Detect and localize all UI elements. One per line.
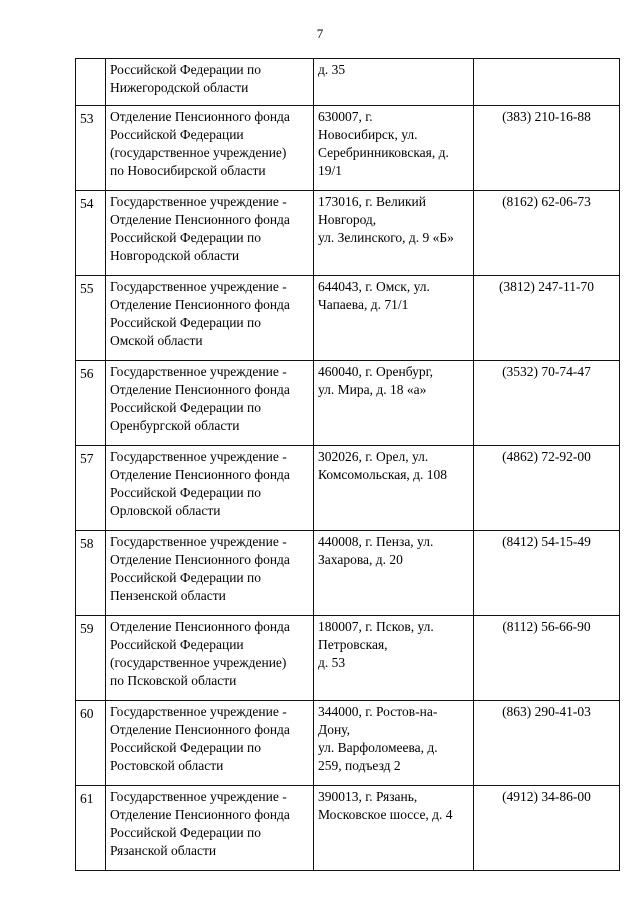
page-number: 7 <box>316 26 324 41</box>
office-name: Российской Федерации по Нижегородской области <box>106 59 314 106</box>
row-number: 55 <box>76 276 106 361</box>
table-row <box>76 106 620 191</box>
table-row <box>76 59 620 106</box>
office-name: Государственное учреждение - Отделение Пенсионного фонда Российской Федерации по Рязанской области <box>106 786 314 871</box>
office-address: 644043, г. Омск, ул. Чапаева, д. 71/1 <box>314 276 474 361</box>
row-number: 60 <box>76 701 106 786</box>
office-phone <box>474 59 620 106</box>
office-phone: (3532) 70-74-47 <box>474 361 620 446</box>
table-row <box>76 276 620 361</box>
table-row <box>76 446 620 531</box>
row-number: 58 <box>76 531 106 616</box>
office-address: 173016, г. Великий Новгород, ул. Зелинского, д. 9 «Б» <box>314 191 474 276</box>
office-address: 390013, г. Рязань, Московское шоссе, д. 4 <box>314 786 474 871</box>
office-phone: (4912) 34-86-00 <box>474 786 620 871</box>
office-name: Отделение Пенсионного фонда Российской Федерации (государственное учреждение) по Псковской области <box>106 616 314 701</box>
office-address: 180007, г. Псков, ул. Петровская, д. 53 <box>314 616 474 701</box>
table-row <box>76 616 620 701</box>
office-phone: (8412) 54-15-49 <box>474 531 620 616</box>
office-address: 344000, г. Ростов-на- Дону, ул. Варфоломеева, д. 259, подъезд 2 <box>314 701 474 786</box>
office-name: Государственное учреждение - Отделение Пенсионного фонда Российской Федерации по Пензенской области <box>106 531 314 616</box>
office-name: Государственное учреждение - Отделение Пенсионного фонда Российской Федерации по Омской области <box>106 276 314 361</box>
office-phone: (3812) 247-11-70 <box>474 276 620 361</box>
office-address: д. 35 <box>314 59 474 106</box>
office-address: 302026, г. Орел, ул. Комсомольская, д. 108 <box>314 446 474 531</box>
row-number: 59 <box>76 616 106 701</box>
office-phone: (4862) 72-92-00 <box>474 446 620 531</box>
table-row <box>76 531 620 616</box>
table-row <box>76 191 620 276</box>
office-name: Государственное учреждение - Отделение Пенсионного фонда Российской Федерации по Ростовской области <box>106 701 314 786</box>
office-phone: (8162) 62-06-73 <box>474 191 620 276</box>
office-phone: (383) 210-16-88 <box>474 106 620 191</box>
pension-fund-offices-table <box>75 58 620 871</box>
office-name: Государственное учреждение - Отделение Пенсионного фонда Российской Федерации по Орловской области <box>106 446 314 531</box>
table-row <box>76 786 620 871</box>
table-row <box>76 701 620 786</box>
row-number: 53 <box>76 106 106 191</box>
row-number: 61 <box>76 786 106 871</box>
office-name: Отделение Пенсионного фонда Российской Федерации (государственное учреждение) по Новосибирской области <box>106 106 314 191</box>
row-number: 57 <box>76 446 106 531</box>
row-number: 54 <box>76 191 106 276</box>
table-row <box>76 361 620 446</box>
row-number <box>76 59 106 106</box>
office-phone: (8112) 56-66-90 <box>474 616 620 701</box>
office-address: 630007, г. Новосибирск, ул. Серебринниковская, д. 19/1 <box>314 106 474 191</box>
office-address: 460040, г. Оренбург, ул. Мира, д. 18 «а» <box>314 361 474 446</box>
office-phone: (863) 290-41-03 <box>474 701 620 786</box>
office-name: Государственное учреждение - Отделение Пенсионного фонда Российской Федерации по Оренбургской области <box>106 361 314 446</box>
office-address: 440008, г. Пенза, ул. Захарова, д. 20 <box>314 531 474 616</box>
office-name: Государственное учреждение - Отделение Пенсионного фонда Российской Федерации по Новгородской области <box>106 191 314 276</box>
row-number: 56 <box>76 361 106 446</box>
